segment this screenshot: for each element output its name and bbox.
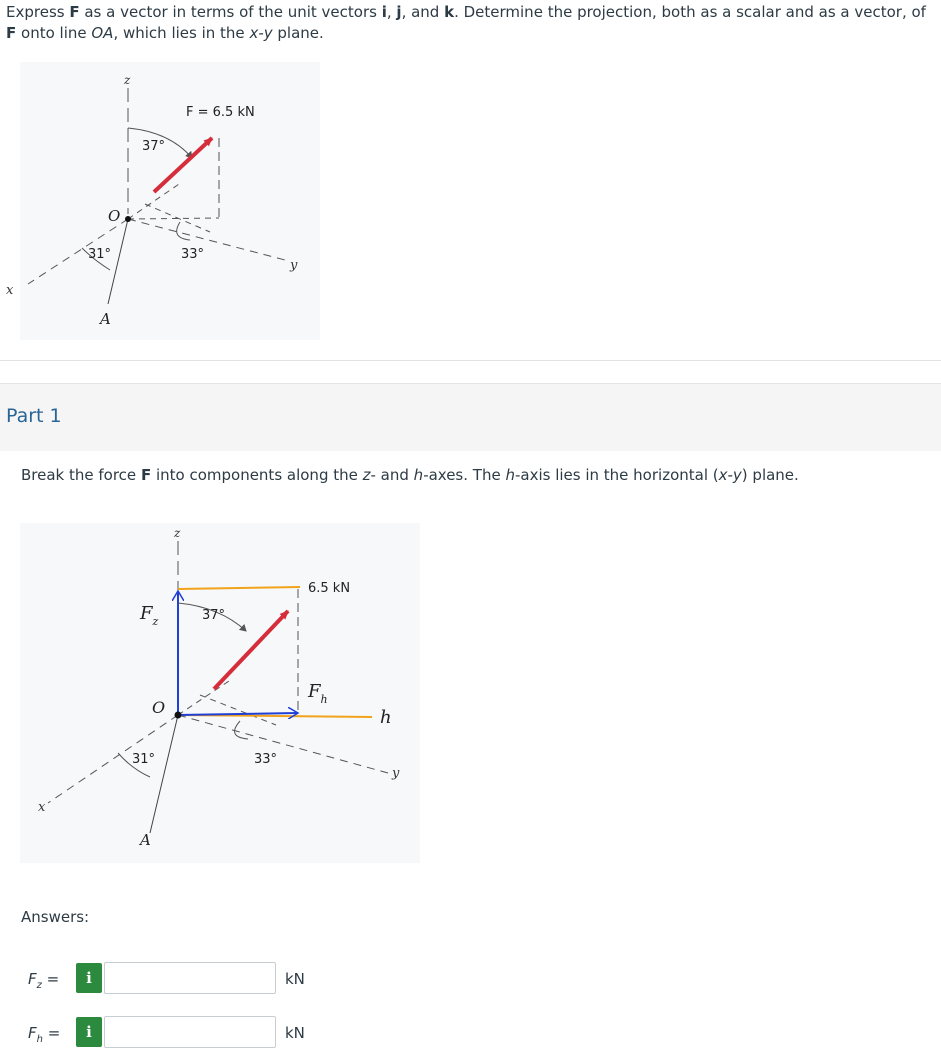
figure-force-diagram xyxy=(0,62,330,342)
problem-text: , which lies in the xyxy=(113,24,250,42)
info-icon[interactable]: i xyxy=(76,1017,102,1047)
part-axis-h: h xyxy=(413,466,424,484)
part-text: -axes. The xyxy=(423,466,506,484)
part-vector-F: F xyxy=(140,466,152,484)
part-text: Break the force xyxy=(21,466,141,484)
y-axis-label: y xyxy=(392,766,400,781)
answers-label: Answers: xyxy=(21,908,90,926)
fh-unit: kN xyxy=(285,1024,305,1042)
origin-label: O xyxy=(152,698,166,717)
angle-37-label: 37° xyxy=(142,139,166,154)
part-text: into components along the xyxy=(151,466,363,484)
answer-row-fh xyxy=(0,1016,941,1050)
part-plane-xy: x-y xyxy=(718,466,742,484)
angle-31-label: 31° xyxy=(132,752,156,767)
fh-answer-label: $F_h$ = xyxy=(28,1024,61,1045)
problem-text: Express xyxy=(6,3,70,21)
origin-label: O xyxy=(108,207,121,225)
y-axis-label: y xyxy=(290,258,298,273)
z-axis-label: z xyxy=(124,73,131,87)
part-text: - and xyxy=(370,466,414,484)
figure-component-diagram xyxy=(0,515,430,870)
part-instructions xyxy=(21,465,799,486)
angle-31-label: 31° xyxy=(88,247,112,262)
fz-unit: kN xyxy=(285,970,305,988)
unit-vector-j: j xyxy=(396,3,402,21)
problem-vector-F: F xyxy=(6,24,17,42)
problem-text: plane. xyxy=(272,24,324,42)
h-axis-label: h xyxy=(380,707,392,728)
fz-label: $F_z$ xyxy=(140,603,159,628)
part-header[interactable] xyxy=(0,383,941,451)
unit-vector-k: k xyxy=(444,3,455,21)
plane-xy: x-y xyxy=(249,24,273,42)
part-axis-h: h xyxy=(505,466,515,484)
info-icon[interactable]: i xyxy=(76,963,102,993)
origin-point xyxy=(175,712,182,719)
point-A-label: A xyxy=(100,310,111,328)
unit-vector-i: i xyxy=(381,3,387,21)
problem-text: as a vector in terms of the unit vectors xyxy=(79,3,382,21)
problem-text: . Determine the projection, both as a scalar and as a vector, of xyxy=(454,3,926,21)
x-axis-label: x xyxy=(38,800,46,815)
force-label: F = 6.5 kN xyxy=(186,105,255,120)
section-divider xyxy=(0,360,941,361)
problem-text: , and xyxy=(401,3,445,21)
part-title: Part 1 xyxy=(6,405,62,427)
part-text: ) plane. xyxy=(741,466,799,484)
angle-33-label: 33° xyxy=(254,752,278,767)
line-OA: OA xyxy=(91,24,114,42)
problem-text: onto line xyxy=(16,24,92,42)
fz-answer-input[interactable] xyxy=(104,962,276,994)
angle-33-label: 33° xyxy=(181,247,205,262)
problem-statement xyxy=(6,2,936,44)
origin-point xyxy=(125,216,131,222)
fz-answer-label: $F_z$ = xyxy=(28,970,60,991)
z-axis-label: z xyxy=(174,526,181,540)
angle-37-label: 37° xyxy=(202,608,226,623)
fh-label: $F_h$ xyxy=(308,681,328,706)
problem-text: , xyxy=(386,3,397,21)
fh-answer-input[interactable] xyxy=(104,1016,276,1048)
point-A-label: A xyxy=(140,831,151,849)
problem-vector-F: F xyxy=(69,3,80,21)
answer-row-fz xyxy=(0,962,941,996)
part-axis-z: z xyxy=(362,466,371,484)
figure2-background xyxy=(20,523,420,863)
force-magnitude-label: 6.5 kN xyxy=(308,581,351,596)
figure1-background xyxy=(20,62,320,340)
x-axis-label: x xyxy=(6,283,14,298)
part-text: -axis lies in the horizontal ( xyxy=(514,466,719,484)
